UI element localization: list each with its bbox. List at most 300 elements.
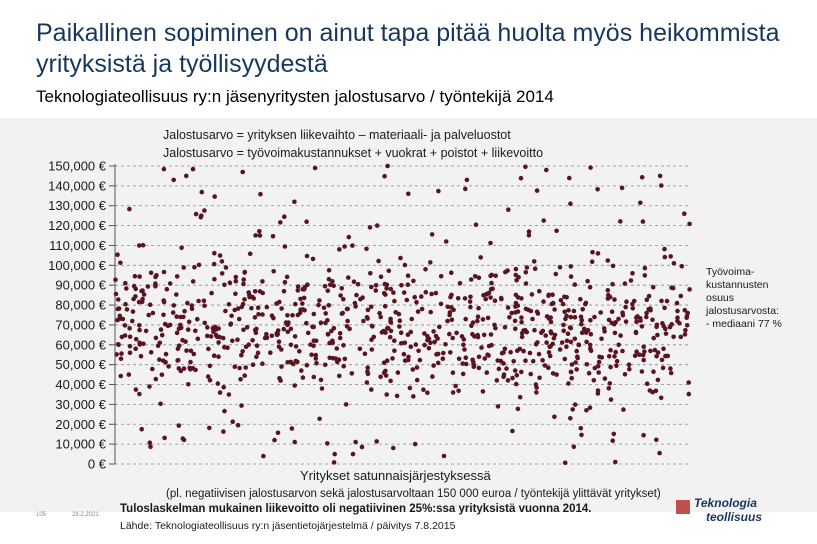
data-point: [627, 362, 632, 367]
data-point: [558, 347, 563, 352]
data-point: [596, 251, 601, 256]
data-point: [398, 256, 403, 261]
data-point: [314, 353, 319, 358]
data-point: [687, 287, 692, 292]
data-point: [283, 244, 288, 249]
y-tick-label: 10,000 €: [55, 436, 106, 452]
data-point: [532, 259, 537, 264]
data-point: [458, 281, 463, 286]
data-point: [448, 350, 453, 355]
data-point: [624, 299, 629, 304]
data-point: [641, 353, 646, 358]
data-point: [234, 275, 239, 280]
data-point: [285, 313, 290, 318]
data-point: [397, 324, 402, 329]
data-point: [297, 349, 302, 354]
data-point: [242, 297, 247, 302]
data-point: [354, 293, 359, 298]
data-point: [425, 391, 430, 396]
data-point: [399, 283, 404, 288]
data-point: [221, 429, 226, 434]
data-point: [398, 318, 403, 323]
side-note-line: - mediaani 77 %: [706, 318, 782, 330]
data-point: [277, 300, 282, 305]
data-point: [436, 361, 441, 366]
data-point: [256, 312, 261, 317]
data-point: [408, 386, 413, 391]
data-point: [335, 346, 340, 351]
data-point: [588, 405, 593, 410]
data-point: [641, 358, 646, 363]
data-point: [228, 322, 233, 327]
data-point: [663, 327, 668, 332]
data-point: [260, 279, 265, 284]
data-point: [227, 302, 232, 307]
data-point: [242, 373, 247, 378]
data-point: [486, 316, 491, 321]
data-point: [144, 329, 149, 334]
data-point: [389, 287, 394, 292]
data-point: [289, 327, 294, 332]
data-point: [134, 337, 139, 342]
data-point: [648, 306, 653, 311]
data-point: [684, 315, 689, 320]
data-point: [660, 321, 665, 326]
data-point: [186, 382, 191, 387]
data-point: [572, 445, 577, 450]
data-point: [476, 306, 481, 311]
data-point: [537, 376, 542, 381]
data-point: [229, 314, 234, 319]
data-point: [212, 353, 217, 358]
data-point: [469, 277, 474, 282]
data-point: [606, 258, 611, 263]
data-point: [588, 285, 593, 290]
data-point: [225, 345, 230, 350]
data-point: [191, 167, 196, 172]
data-point: [158, 402, 163, 407]
data-point: [431, 329, 436, 334]
data-point: [216, 381, 221, 386]
data-point: [402, 352, 407, 357]
data-point: [260, 312, 265, 317]
data-point: [550, 302, 555, 307]
data-point: [292, 383, 297, 388]
data-point: [319, 378, 324, 383]
data-point: [123, 333, 128, 338]
data-point: [415, 365, 420, 370]
data-point: [528, 372, 533, 377]
data-point: [451, 370, 456, 375]
data-point: [463, 187, 468, 192]
x-axis-label: Yritykset satunnaisjärjestyksessä: [300, 468, 491, 483]
data-point: [139, 354, 144, 359]
data-point: [465, 178, 470, 183]
data-point: [620, 349, 625, 354]
data-point: [627, 367, 632, 372]
data-point: [501, 361, 506, 366]
data-point: [620, 186, 625, 191]
data-point: [183, 339, 188, 344]
data-point: [461, 372, 466, 377]
data-point: [384, 392, 389, 397]
data-point: [634, 320, 639, 325]
data-point: [495, 378, 500, 383]
data-point: [128, 351, 133, 356]
data-point: [406, 273, 411, 278]
data-point: [124, 286, 129, 291]
data-point: [323, 311, 328, 316]
data-point: [569, 376, 574, 381]
data-point: [554, 229, 559, 234]
data-point: [383, 304, 388, 309]
data-point: [632, 299, 637, 304]
data-point: [293, 334, 298, 339]
data-point: [493, 299, 498, 304]
data-point: [568, 201, 573, 206]
data-point: [507, 315, 512, 320]
data-point: [585, 279, 590, 284]
data-point: [434, 352, 439, 357]
side-note-line: jalostusarvosta:: [706, 305, 779, 317]
data-point: [199, 215, 204, 220]
data-point: [385, 164, 390, 169]
data-point: [256, 305, 261, 310]
data-point: [456, 389, 461, 394]
data-point: [487, 344, 492, 349]
data-point: [265, 336, 270, 341]
data-point: [344, 402, 349, 407]
data-point: [115, 252, 120, 257]
data-point: [613, 460, 618, 465]
data-point: [558, 265, 563, 270]
data-point: [212, 194, 217, 199]
data-point: [137, 323, 142, 328]
data-point: [430, 232, 435, 237]
data-point: [493, 326, 498, 331]
data-point: [339, 286, 344, 291]
data-point: [610, 309, 615, 314]
data-point: [228, 280, 233, 285]
data-point: [222, 409, 227, 414]
data-point: [463, 296, 468, 301]
data-point: [474, 222, 479, 227]
data-point: [434, 291, 439, 296]
data-point: [196, 337, 201, 342]
data-point: [305, 254, 310, 259]
data-point: [431, 363, 436, 368]
data-point: [365, 365, 370, 370]
data-point: [331, 284, 336, 289]
data-point: [369, 285, 374, 290]
data-point: [375, 223, 380, 228]
data-point: [178, 323, 183, 328]
data-point: [255, 343, 260, 348]
data-point: [409, 317, 414, 322]
data-point: [216, 340, 221, 345]
data-point: [285, 360, 290, 365]
data-point: [386, 326, 391, 331]
data-point: [298, 311, 303, 316]
data-point: [296, 288, 301, 293]
data-point: [531, 359, 536, 364]
data-point: [119, 356, 124, 361]
data-point: [338, 331, 343, 336]
data-point: [171, 178, 176, 183]
data-point: [137, 341, 142, 346]
y-tick-label: 80,000 €: [55, 297, 106, 313]
data-point: [449, 270, 454, 275]
data-point: [475, 319, 480, 324]
data-point: [630, 271, 635, 276]
data-point: [238, 377, 243, 382]
data-point: [292, 440, 297, 445]
data-point: [202, 299, 207, 304]
data-point: [574, 349, 579, 354]
data-point: [493, 274, 498, 279]
data-point: [506, 207, 511, 212]
data-point: [119, 351, 124, 356]
data-point: [403, 358, 408, 363]
data-point: [216, 326, 221, 331]
data-point: [272, 438, 277, 443]
data-point: [683, 308, 688, 313]
data-point: [497, 367, 502, 372]
labor-cost-share-note: [706, 266, 806, 331]
data-point: [677, 321, 682, 326]
data-point: [117, 306, 122, 311]
data-point: [220, 259, 225, 264]
data-point: [535, 188, 540, 193]
data-point: [523, 358, 528, 363]
data-point: [332, 460, 337, 465]
data-point: [573, 315, 578, 320]
data-point: [657, 451, 662, 456]
data-point: [365, 315, 370, 320]
data-point: [548, 344, 553, 349]
data-point: [610, 438, 615, 443]
data-point: [361, 319, 366, 324]
data-point: [479, 345, 484, 350]
data-point: [638, 201, 643, 206]
teknologiateollisuus-logo: [676, 496, 786, 532]
data-point: [659, 183, 664, 188]
data-point: [471, 320, 476, 325]
data-point: [223, 309, 228, 314]
data-point: [133, 274, 138, 279]
data-point: [548, 315, 553, 320]
data-point: [488, 274, 493, 279]
data-point: [341, 343, 346, 348]
page-title: Paikallinen sopiminen on ainut tapa pitää huolta myös heikommista yrityksistä ja työllisyydestä: [36, 19, 780, 78]
definition-line-2: Jalostusarvo = työvoimakustannukset + vuokrat + poistot + liikevoitto: [163, 146, 683, 160]
data-point: [675, 309, 680, 314]
data-point: [114, 292, 119, 297]
data-point: [567, 176, 572, 181]
data-point: [683, 328, 688, 333]
data-point: [435, 336, 440, 341]
data-point: [121, 317, 126, 322]
data-point: [602, 329, 607, 334]
data-point: [290, 426, 295, 431]
data-point: [237, 366, 242, 371]
data-point: [551, 371, 556, 376]
data-point: [643, 266, 648, 271]
data-point: [190, 307, 195, 312]
data-point: [483, 356, 488, 361]
data-point: [597, 360, 602, 365]
data-point: [481, 317, 486, 322]
data-point: [506, 305, 511, 310]
data-point: [523, 165, 528, 170]
data-point: [385, 283, 390, 288]
data-point: [613, 350, 618, 355]
data-point: [196, 299, 201, 304]
data-point: [590, 259, 595, 264]
data-point: [176, 358, 181, 363]
data-point: [140, 288, 145, 293]
data-point: [597, 355, 602, 360]
data-point: [412, 295, 417, 300]
data-point: [406, 192, 411, 197]
data-point: [171, 310, 176, 315]
data-point: [444, 239, 449, 244]
data-point: [411, 279, 416, 284]
data-point: [532, 328, 537, 333]
data-point: [486, 353, 491, 358]
data-point: [560, 340, 565, 345]
data-point: [239, 403, 244, 408]
data-point: [383, 369, 388, 374]
data-point: [482, 333, 487, 338]
data-point: [464, 355, 469, 360]
data-point: [165, 287, 170, 292]
data-point: [546, 366, 551, 371]
data-point: [392, 299, 397, 304]
data-point: [564, 344, 569, 349]
data-point: [514, 273, 519, 278]
data-point: [211, 329, 216, 334]
data-point: [490, 287, 495, 292]
data-point: [392, 348, 397, 353]
y-tick-label: 0 €: [87, 456, 106, 472]
data-point: [564, 314, 569, 319]
data-point: [257, 229, 262, 234]
data-point: [325, 318, 330, 323]
data-point: [569, 315, 574, 320]
data-point: [519, 370, 524, 375]
data-point: [650, 390, 655, 395]
data-point: [127, 372, 132, 377]
data-point: [151, 311, 156, 316]
data-point: [683, 332, 688, 337]
data-point: [616, 317, 621, 322]
data-point: [118, 261, 123, 266]
data-point: [587, 371, 592, 376]
data-point: [534, 342, 539, 347]
data-point: [208, 378, 213, 383]
data-point: [205, 325, 210, 330]
data-point: [450, 336, 455, 341]
data-point: [403, 263, 408, 268]
data-point: [289, 343, 294, 348]
data-point: [241, 282, 246, 287]
data-point: [294, 359, 299, 364]
data-point: [502, 372, 507, 377]
data-point: [220, 271, 225, 276]
data-point: [240, 349, 245, 354]
data-point: [549, 320, 554, 325]
data-point: [202, 208, 207, 213]
data-point: [654, 354, 659, 359]
data-point: [568, 416, 573, 421]
data-point: [360, 445, 365, 450]
data-point: [679, 294, 684, 299]
data-point: [456, 296, 461, 301]
exclusion-note: (pl. negatiivisen jalostusarvon sekä jalostusarvoltaan 150 000 euroa / työntekijä ylittävät yritykset): [166, 488, 661, 500]
data-point: [374, 439, 379, 444]
data-point: [470, 332, 475, 337]
data-point: [130, 319, 135, 324]
data-point: [422, 343, 427, 348]
data-point: [405, 298, 410, 303]
data-point: [662, 247, 667, 252]
data-point: [300, 301, 305, 306]
data-point: [390, 356, 395, 361]
data-point: [340, 311, 345, 316]
data-point: [608, 381, 613, 386]
data-point: [113, 277, 118, 282]
data-point: [524, 270, 529, 275]
data-point: [345, 307, 350, 312]
data-point: [216, 354, 221, 359]
data-point: [508, 350, 513, 355]
data-point: [611, 264, 616, 269]
data-point: [312, 338, 317, 343]
data-point: [610, 282, 615, 287]
data-point: [552, 415, 557, 420]
y-tick-label: 150,000 €: [48, 158, 106, 174]
data-point: [240, 170, 245, 175]
data-point: [573, 337, 578, 342]
data-point: [119, 374, 124, 379]
data-point: [157, 357, 162, 362]
data-point: [154, 377, 159, 382]
data-point: [570, 362, 575, 367]
data-point: [160, 333, 165, 338]
data-point: [634, 330, 639, 335]
data-point: [489, 332, 494, 337]
data-point: [579, 315, 584, 320]
data-point: [595, 187, 600, 192]
data-point: [123, 302, 128, 307]
data-point: [569, 326, 574, 331]
data-point: [197, 263, 202, 268]
data-point: [338, 293, 343, 298]
data-point: [513, 310, 518, 315]
data-point: [561, 323, 566, 328]
data-point: [618, 219, 623, 224]
data-point: [662, 306, 667, 311]
data-point: [588, 346, 593, 351]
data-point: [661, 347, 666, 352]
data-point: [584, 330, 589, 335]
data-point: [612, 354, 617, 359]
data-point: [194, 212, 199, 217]
data-point: [246, 290, 251, 295]
data-point: [243, 270, 248, 275]
data-point: [485, 370, 490, 375]
